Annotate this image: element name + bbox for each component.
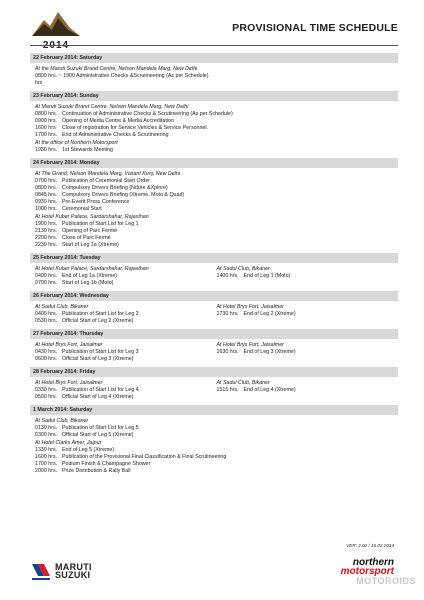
entry-time: 1600 hrs.	[35, 454, 58, 460]
entry-text: End of Administrative Checks & Scrutineering	[62, 132, 169, 138]
venue-label: At Sadul Club, Bikaner	[35, 304, 89, 310]
entry-text: Official Start of Leg 5 (Xtreme)	[62, 432, 134, 438]
venue-label: At Hotel Brys Fort, Jaisalmer	[35, 342, 103, 348]
suzuki-text: SUZUKI	[55, 570, 91, 580]
schedule-column	[217, 265, 399, 287]
entry-text: Start of Leg 1b (Moto)	[62, 280, 114, 286]
entry-time: 0530 hrs.	[35, 318, 58, 324]
schedule-entry	[35, 199, 398, 206]
entry-text: Publication of Start List for Leg 2	[62, 311, 139, 317]
schedule-entry	[35, 280, 217, 287]
entry-text: Compulsory Drivers Briefing (Xtreme, Moto & Quad)	[62, 192, 185, 198]
entry-text: End of Leg 2 (Xtreme)	[243, 311, 296, 317]
day-header: 27 February 2014: Thursday	[30, 329, 398, 339]
venue-label: At Sadul Club, Bikaner	[35, 418, 89, 424]
schedule-entry	[217, 349, 399, 356]
entry-text: End of Leg 5 (Xtreme)	[62, 447, 115, 453]
day-body	[30, 263, 398, 288]
schedule-column	[217, 379, 399, 401]
schedule-entry	[35, 206, 398, 213]
venue-label: At Maruti Suzuki Brand Centre, Nelson Mandela Marg, New Delhi	[35, 104, 189, 110]
day-body	[30, 339, 398, 364]
entry-text: Publication of Start List for Leg 3	[62, 349, 139, 355]
venue-label: At The Grand, Nelson Mandela Marg, Vasant Kunj, New Delhi	[35, 171, 180, 177]
entry-time: 1700 hrs.	[35, 461, 58, 467]
entry-time: 1630 hrs.	[216, 349, 239, 355]
schedule-entry	[35, 356, 217, 363]
entry-time: 1515 hrs.	[216, 387, 239, 393]
entry-time: 0700 hrs.	[35, 178, 58, 184]
day-columns	[35, 417, 398, 475]
schedule-entry	[35, 235, 398, 242]
entry-text: Continuation of Administrative Checks & Scrutineering (As per Schedule)	[62, 111, 233, 117]
day-body	[30, 63, 398, 88]
schedule-entry	[35, 221, 398, 228]
day-header: 26 February 2014: Wednesday	[30, 291, 398, 301]
schedule-entry	[35, 111, 398, 118]
schedule-column	[35, 103, 398, 154]
schedule-column	[35, 170, 398, 249]
schedule-column	[35, 417, 398, 475]
page-title: PROVISIONAL TIME SCHEDULE	[232, 22, 398, 34]
entry-text: Official Start of Leg 3 (Xtreme)	[62, 356, 134, 362]
schedule-column	[35, 303, 217, 325]
entry-text: 1st Stewards Meeting	[62, 147, 113, 153]
entry-text: End of Leg 3 (Xtreme)	[243, 349, 296, 355]
maruti-suzuki-logo	[30, 560, 92, 582]
entry-time: 0430 hrs.	[35, 349, 58, 355]
day-body	[30, 168, 398, 250]
venue-label: At Hotel Clarks Amer, Jaipur	[35, 440, 102, 446]
day-body	[30, 377, 398, 402]
venue-label: At Sadul Club, Bikaner	[216, 266, 270, 272]
day-columns	[35, 103, 398, 154]
day-section	[30, 253, 398, 288]
header-divider	[30, 45, 398, 46]
schedule-entry	[35, 447, 398, 454]
entry-text: Official Start of Leg 2 (Xtreme)	[62, 318, 134, 324]
venue-label: At Hotel Brys Fort, Jaisalmer	[216, 342, 284, 348]
entry-time: 0300 hrs.	[35, 432, 58, 438]
schedule-entry	[35, 468, 398, 475]
schedule-entry	[217, 273, 399, 280]
day-header: 22 February 2014: Saturday	[30, 53, 398, 63]
day-body	[30, 415, 398, 476]
entry-text: Podium Finish & Champagne Shower	[62, 461, 151, 467]
entry-time: 1930 hrs.	[35, 147, 58, 153]
entry-text: Administrative Checks &Scrutineering (As per Schedule)	[76, 73, 209, 79]
entry-text: Close of Parc Fermé	[62, 235, 111, 241]
schedule-entry	[217, 387, 399, 394]
schedule-column	[35, 341, 217, 363]
entry-time: 0700 hrs.	[35, 280, 58, 286]
entry-time: 1330 hrs.	[35, 447, 58, 453]
schedule-column	[217, 341, 399, 363]
version-label: VER: 2.02 / 16.02.2014	[346, 543, 394, 548]
schedule-column	[217, 303, 399, 325]
day-columns	[35, 65, 398, 87]
venue-label: At Sadul Club, Bikaner	[216, 380, 270, 386]
schedule-entry	[35, 228, 398, 235]
day-columns	[35, 379, 398, 401]
entry-text: Close of registration for Service Vehicles & Service Personnel.	[62, 125, 209, 131]
schedule-entry	[35, 311, 217, 318]
entry-text: End of Leg 4 (Xtreme)	[243, 387, 296, 393]
entry-text: Opening of Media Centre & Media Accreditation	[62, 118, 174, 124]
entry-time: 1000 hrs.	[35, 206, 58, 212]
entry-time: 0930 hrs.	[35, 199, 58, 205]
maruti-text: MARUTI	[55, 561, 92, 572]
entry-time: 0845 hrs.	[35, 192, 58, 198]
day-header: 28 February 2014: Friday	[30, 367, 398, 377]
entry-text: Publication of the Provisional Final Classification & Final Scrutineering	[62, 454, 227, 460]
schedule-entry	[35, 147, 398, 154]
day-section	[30, 158, 398, 250]
day-header: 25 February 2014: Tuesday	[30, 253, 398, 263]
day-section	[30, 405, 398, 476]
schedule-entry	[35, 125, 398, 132]
venue-label: At the office of Northern Motorsport	[35, 140, 118, 146]
entry-text: Publication of Start List for Leg 1	[62, 221, 139, 227]
entry-time: 1600 hrs	[35, 125, 56, 131]
entry-time: 0330 hrs.	[35, 387, 58, 393]
entry-time: 1400 hrs.	[216, 273, 239, 279]
watermark: MOTOROIDS	[356, 576, 416, 586]
entry-text: End of Leg 1 (Moto)	[243, 273, 291, 279]
schedule-column	[35, 379, 217, 401]
entry-time: 0600 hrs.	[35, 356, 58, 362]
schedule-entry	[35, 118, 398, 125]
entry-time: 1900 hrs.	[35, 221, 58, 227]
day-section	[30, 291, 398, 326]
entry-time: 0130 hrs.	[35, 425, 58, 431]
schedule-entry	[35, 387, 217, 394]
day-section	[30, 367, 398, 402]
venue-label: At Hotel Kuber Palace, Sardarshahar, Rajasthan	[35, 266, 149, 272]
motorsport-text: motorsport	[340, 566, 394, 577]
schedule-entry	[35, 425, 398, 432]
schedule-entry	[35, 192, 398, 199]
schedule	[30, 50, 398, 476]
schedule-entry	[35, 73, 398, 87]
day-section	[30, 91, 398, 155]
entry-time: 2000 hrs.	[35, 468, 58, 474]
entry-time: 0500 hrs.	[35, 394, 58, 400]
day-header: 23 February 2014: Sunday	[30, 91, 398, 101]
venue-label: At Hotel Brys Fort, Jaisalmer	[216, 304, 284, 310]
day-body	[30, 101, 398, 155]
entry-time: 2200 hrs.	[35, 235, 58, 241]
entry-time: 2230 hrs.	[35, 242, 58, 248]
schedule-entry	[35, 318, 217, 325]
day-section	[30, 329, 398, 364]
day-columns	[35, 170, 398, 249]
schedule-entry	[35, 454, 398, 461]
entry-time: 2130 hrs.	[35, 228, 58, 234]
venue-label: At Hotel Kuber Palace, Sardarshahar, Rajasthan	[35, 214, 149, 220]
schedule-column	[35, 265, 217, 287]
entry-text: Compulsory Drivers Briefing (Ndure &Xplore)	[62, 185, 168, 191]
schedule-entry	[35, 349, 217, 356]
schedule-entry	[35, 394, 217, 401]
day-header: 1 March 2014: Saturday	[30, 405, 398, 415]
northern-motorsport-logo	[341, 558, 394, 576]
schedule-entry	[35, 432, 398, 439]
schedule-entry	[35, 178, 398, 185]
day-columns	[35, 265, 398, 287]
entry-text: Start of Leg 1a (Xtreme)	[62, 242, 119, 248]
schedule-entry	[35, 273, 217, 280]
entry-time: 0900 hrs.	[35, 118, 58, 124]
entry-time: 0800 hrs. ~ 1900 hrs	[35, 73, 75, 86]
schedule-entry	[35, 242, 398, 249]
day-columns	[35, 341, 398, 363]
entry-time: 0800 hrs.	[35, 111, 58, 117]
day-body	[30, 301, 398, 326]
entry-time: 0400 hrs.	[35, 273, 58, 279]
entry-text: Publication of Ceremonial Start Order	[62, 178, 151, 184]
northern-text: northern	[352, 557, 394, 568]
entry-text: Publication of Start List for Leg 5	[62, 425, 139, 431]
entry-text: Ceremonial Start	[62, 206, 102, 212]
venue-label: At Hotel Brys Fort, Jaisalmer	[35, 380, 103, 386]
entry-time: 1700 hrs.	[35, 132, 58, 138]
entry-text: Publication of Start List for Leg 4	[62, 387, 139, 393]
entry-time: 1730 hrs.	[216, 311, 239, 317]
entry-time: 0400 hrs.	[35, 311, 58, 317]
logo-year: 2014	[42, 40, 70, 51]
entry-time: 0800 hrs.	[35, 185, 58, 191]
schedule-entry	[35, 185, 398, 192]
day-section	[30, 53, 398, 88]
entry-text: Pre-Event Press Conference	[62, 199, 130, 205]
entry-text: End of Leg 1a (Xtreme)	[62, 273, 118, 279]
schedule-entry	[217, 311, 399, 318]
schedule-entry	[35, 132, 398, 139]
suzuki-s-icon	[30, 560, 52, 582]
entry-text: Official Start of Leg 4 (Xtreme)	[62, 394, 134, 400]
day-header: 24 February 2014: Monday	[30, 158, 398, 168]
schedule-entry	[35, 461, 398, 468]
entry-text: Opening of Parc Fermé	[62, 228, 118, 234]
schedule-column	[35, 65, 398, 87]
entry-text: Prize Distribution & Rally Ball	[62, 468, 131, 474]
day-columns	[35, 303, 398, 325]
venue-label: At the Maruti Suzuki Brand Centre, Nelson Mandela Marg, New Delhi	[35, 66, 198, 72]
